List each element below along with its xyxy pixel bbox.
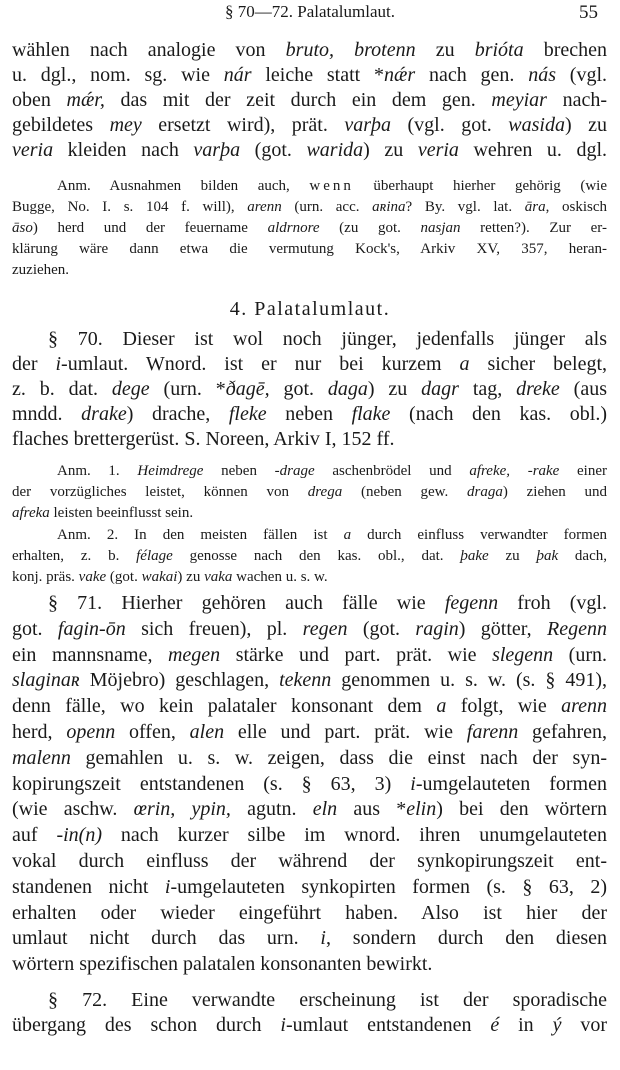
text-run: Möjebro) geschlagen, — [79, 669, 280, 692]
italic-term: varþa — [193, 139, 241, 161]
text-run: (got. — [347, 617, 416, 640]
text-run: der vorzügliches leistet, können von — [12, 484, 308, 500]
text-run: dach, — [558, 548, 607, 564]
paragraph-72 — [12, 988, 607, 1038]
italic-term: dege — [111, 378, 150, 400]
italic-term: nár — [223, 64, 252, 86]
note-anm-1 — [12, 461, 607, 524]
italic-term: arenn — [247, 199, 282, 215]
text-run: wehren u. dgl. — [458, 139, 608, 161]
text-run: in — [499, 1014, 553, 1036]
italic-term: flake — [351, 403, 391, 425]
text-run: ) bei den wörtern — [436, 798, 607, 821]
italic-term: þake — [460, 548, 489, 564]
italic-term: fleke — [228, 403, 267, 425]
italic-term: wakai — [141, 569, 178, 585]
text-run: tag, — [458, 378, 517, 400]
text-run: § 71. Hierher gehören auch fälle wie — [48, 592, 445, 614]
text-run: zuziehen. — [12, 262, 70, 278]
italic-term: varþa — [344, 114, 392, 136]
italic-term: daga — [327, 378, 368, 400]
text-run: standenen nicht — [12, 875, 165, 898]
italic-term: i — [55, 353, 62, 375]
spaced-emphasis: wenn — [309, 178, 354, 194]
text-run: aus * — [337, 798, 407, 821]
text-run: (vgl. got. — [391, 114, 509, 136]
text-line — [12, 327, 607, 352]
italic-term: elin — [406, 798, 437, 821]
text-run: ) zu — [177, 569, 205, 585]
italic-term: Regenn — [547, 617, 607, 640]
italic-term: é — [490, 1014, 500, 1036]
text-run: -umlaut. Wnord. ist er nur bei kurzem — [61, 353, 460, 375]
text-run: got. — [12, 617, 58, 640]
text-line — [12, 617, 607, 643]
text-line — [12, 482, 607, 503]
text-line — [12, 797, 607, 823]
text-run: ) zu — [363, 139, 418, 161]
paragraph-71 — [12, 591, 607, 978]
text-line — [12, 772, 607, 798]
italic-term: slaginaʀ — [12, 669, 80, 692]
text-run: (neben gew. — [342, 484, 468, 500]
italic-term: mǽr, — [66, 89, 105, 111]
italic-term: megen — [167, 643, 221, 666]
text-run: kleiden nach — [53, 139, 194, 161]
italic-term: fegenn — [444, 592, 499, 614]
text-run: wörtern spezifischen palatalen konsonanten bewirkt. — [12, 953, 433, 976]
note-anm — [12, 176, 607, 281]
italic-term: slegenn — [492, 643, 554, 666]
text-run: nach gen. — [415, 64, 529, 86]
italic-term: afreka — [12, 505, 50, 521]
text-run: (zu got. — [319, 220, 421, 236]
text-run: -umlaut entstandenen — [285, 1014, 491, 1036]
text-line — [12, 138, 607, 163]
italic-term: eln — [312, 798, 338, 821]
italic-term: farenn — [466, 720, 519, 743]
text-line — [12, 591, 607, 617]
text-run: einer — [559, 463, 608, 479]
text-run: Bugge, No. I. s. 104 f. will), — [12, 199, 248, 215]
text-run: (urn. — [553, 643, 607, 666]
italic-term: brióta — [474, 39, 524, 61]
italic-term: dagr — [421, 378, 459, 400]
text-run: offen, — [115, 720, 190, 743]
text-run: z. b. dat. — [12, 378, 112, 400]
italic-term: malenn — [12, 746, 71, 769]
text-run: leisten beeinflusst sein. — [49, 505, 194, 521]
text-run: got. — [269, 378, 328, 400]
text-line — [12, 402, 607, 427]
italic-term: i — [410, 772, 416, 795]
italic-term: Heimdrege — [137, 463, 204, 479]
text-run: (got. — [106, 569, 142, 585]
text-line — [12, 546, 607, 567]
text-run: auf — [12, 824, 57, 847]
text-run: genosse nach den kas. obl., dat. — [172, 548, 461, 564]
italic-term: vake — [78, 569, 107, 585]
text-run: durch einfluss verwandter formen — [351, 527, 607, 543]
italic-term: tekenn — [279, 669, 332, 692]
text-line — [12, 901, 607, 927]
text-run: zu — [415, 39, 475, 61]
italic-term: nasjan — [420, 220, 461, 236]
text-run: vor — [561, 1014, 607, 1036]
text-line — [12, 668, 607, 694]
section-heading: 4. Palatalumlaut. — [229, 298, 391, 320]
text-run: stärke und part. prät. wie — [220, 643, 493, 666]
text-run: überhaupt hierher gehörig (wie — [353, 178, 607, 194]
italic-term: -drage — [274, 463, 315, 479]
text-line — [12, 525, 607, 546]
italic-term: veria — [417, 139, 459, 161]
text-run: mndd. — [12, 403, 82, 425]
italic-term: vaka — [204, 569, 233, 585]
text-run: ein mannsname, — [12, 643, 168, 666]
italic-term: aldrnore — [267, 220, 320, 236]
text-run: (nach den kas. obl.) — [390, 403, 607, 425]
text-run: leiche statt * — [251, 64, 385, 86]
text-run: ) drache, — [126, 403, 229, 425]
text-line — [12, 461, 607, 482]
text-run: das mit der zeit durch ein dem gen. — [104, 89, 492, 111]
italic-term: draga — [467, 484, 503, 500]
note-anm-2 — [12, 525, 607, 588]
text-run: Anm. 2. In den meisten fällen ist — [57, 527, 344, 543]
text-line — [12, 352, 607, 377]
italic-term: bruto, brotenn — [285, 39, 416, 61]
italic-term: āso — [12, 220, 33, 236]
text-run: der — [12, 353, 56, 375]
text-run: (vgl. — [555, 64, 607, 86]
italic-term: drake — [81, 403, 127, 425]
text-line — [12, 218, 607, 239]
text-run: ) zu — [367, 378, 422, 400]
italic-term: nás — [528, 64, 556, 86]
text-line — [12, 567, 607, 588]
text-line — [12, 643, 607, 669]
text-run: kopirungszeit entstandenen (s. § 63, 3) — [12, 772, 411, 795]
text-run: -umgelauteten synkopirten formen (s. § 63, 2) — [170, 875, 607, 898]
italic-term: ý — [552, 1014, 562, 1036]
italic-term: ragin — [415, 617, 459, 640]
text-run: (got. — [240, 139, 307, 161]
italic-term: a — [459, 353, 470, 375]
text-line — [12, 38, 607, 63]
italic-term: meyiar — [491, 89, 547, 111]
italic-term: nǽr — [384, 64, 416, 86]
text-run: § 72. Eine verwandte erscheinung ist der sporadische — [48, 989, 607, 1011]
text-run: ) herd und der feuername — [32, 220, 268, 236]
text-line — [12, 197, 607, 218]
text-run: erhalten oder wieder eingeführt haben. Also ist hier der — [12, 901, 607, 924]
text-run: zu — [488, 548, 537, 564]
text-run: gemahlen u. s. w. zeigen, dass die einst nach der syn- — [70, 746, 607, 769]
italic-term: wasida — [508, 114, 565, 136]
text-run: wählen nach analogie von — [12, 39, 286, 61]
text-line — [12, 377, 607, 402]
text-run: neben — [203, 463, 275, 479]
text-run: (urn. * — [149, 378, 226, 400]
text-run: neben — [266, 403, 352, 425]
text-run: denn fälle, wo kein palataler konsonant dem — [12, 695, 437, 718]
text-run: umlaut nicht durch das urn. — [12, 927, 321, 950]
text-line — [12, 88, 607, 113]
text-run: übergang des schon durch — [12, 1014, 281, 1036]
text-run: ? By. vgl. lat. — [405, 199, 525, 215]
italic-term: þak — [536, 548, 559, 564]
text-line — [12, 239, 607, 260]
text-run: , oskisch — [545, 199, 608, 215]
italic-term: aʀina — [372, 199, 406, 215]
italic-term: a — [436, 695, 447, 718]
text-run: Anm. Ausnahmen bilden auch, — [57, 178, 310, 194]
text-run: vokal durch einfluss der während der synkopirungszeit ent- — [12, 849, 607, 872]
italic-term: alen — [189, 720, 225, 743]
italic-term: warida — [306, 139, 364, 161]
text-line — [12, 113, 607, 138]
text-line — [12, 503, 607, 524]
italic-term: drega — [307, 484, 343, 500]
text-run: Anm. 1. — [57, 463, 138, 479]
paragraph-70 — [12, 327, 607, 452]
text-run: sicher belegt, — [469, 353, 607, 375]
text-run: herd, — [12, 720, 67, 743]
italic-term: dreke — [516, 378, 560, 400]
italic-term: afreke, -rake — [469, 463, 560, 479]
text-line — [12, 746, 607, 772]
italic-term: veria — [12, 139, 54, 161]
text-run: ersetzt wird), prät. — [141, 114, 345, 136]
text-run: flaches brettergerüst. S. Noreen, Arkiv I, 152 ff. — [12, 428, 395, 450]
text-run: sich freuen), pl. — [125, 617, 303, 640]
text-run: , sondern durch den diesen — [325, 927, 607, 950]
italic-term: fagin-ōn — [57, 617, 126, 640]
text-run: gefahren, — [518, 720, 607, 743]
italic-term: openn — [66, 720, 116, 743]
text-line — [12, 823, 607, 849]
text-line — [12, 988, 607, 1013]
paragraph-continuation — [12, 38, 607, 163]
text-run: genommen u. s. w. (s. § 491), — [331, 669, 607, 692]
text-run: retten?). Zur er- — [460, 220, 607, 236]
text-line — [12, 427, 607, 452]
text-run: nach- — [546, 89, 607, 111]
italic-term: i — [164, 875, 171, 898]
text-line — [12, 952, 607, 978]
text-line — [12, 720, 607, 746]
text-run: gebildetes — [12, 114, 110, 136]
text-line — [12, 176, 607, 197]
text-run: froh (vgl. — [498, 592, 607, 614]
text-run: elle und part. prät. wie — [224, 720, 467, 743]
text-run: agutn. — [230, 798, 313, 821]
text-run: (wie aschw. — [12, 798, 134, 821]
text-run: konj. präs. — [12, 569, 79, 585]
italic-term: mey — [109, 114, 142, 136]
text-run: § 70. Dieser ist wol noch jünger, jedenfalls jünger als — [48, 328, 607, 350]
text-line — [12, 260, 607, 281]
text-line — [12, 1013, 607, 1038]
italic-term: arenn — [561, 695, 607, 718]
text-run: ) zu — [564, 114, 607, 136]
text-run: ) götter, — [458, 617, 548, 640]
text-run: aschenbrödel und — [314, 463, 470, 479]
page-number: 55 — [579, 2, 598, 23]
italic-term: œrin, ypin, — [133, 798, 231, 821]
text-run: oben — [12, 89, 67, 111]
italic-term: regen — [302, 617, 348, 640]
text-run: ) ziehen und — [502, 484, 608, 500]
text-run: brechen — [523, 39, 607, 61]
text-run: klärung wäre dann etwa die vermutung Kock's, Arkiv XV, 357, heran- — [12, 241, 607, 257]
text-line — [12, 875, 607, 901]
text-run: (aus — [559, 378, 607, 400]
text-line — [12, 63, 607, 88]
text-run: erhalten, z. b. — [12, 548, 137, 564]
text-run: u. dgl., nom. sg. wie — [12, 64, 224, 86]
italic-term: félage — [136, 548, 173, 564]
text-line — [12, 849, 607, 875]
text-run: nach kurzer silbe im wnord. ihren unumgelauteten — [102, 824, 607, 847]
text-line — [12, 694, 607, 720]
italic-term: i — [320, 927, 326, 950]
text-run: wachen u. s. w. — [232, 569, 328, 585]
italic-term: i — [280, 1014, 286, 1036]
text-line — [12, 926, 607, 952]
running-header: § 70—72. Palatalumlaut. — [225, 2, 395, 21]
text-run: -umgelauteten formen — [415, 772, 607, 795]
italic-term: ðagē, — [225, 378, 270, 400]
italic-term: āra — [524, 199, 546, 215]
text-run: (urn. acc. — [281, 199, 373, 215]
italic-term: a — [343, 527, 352, 543]
text-run: folgt, wie — [446, 695, 562, 718]
italic-term: -in(n) — [56, 824, 102, 847]
